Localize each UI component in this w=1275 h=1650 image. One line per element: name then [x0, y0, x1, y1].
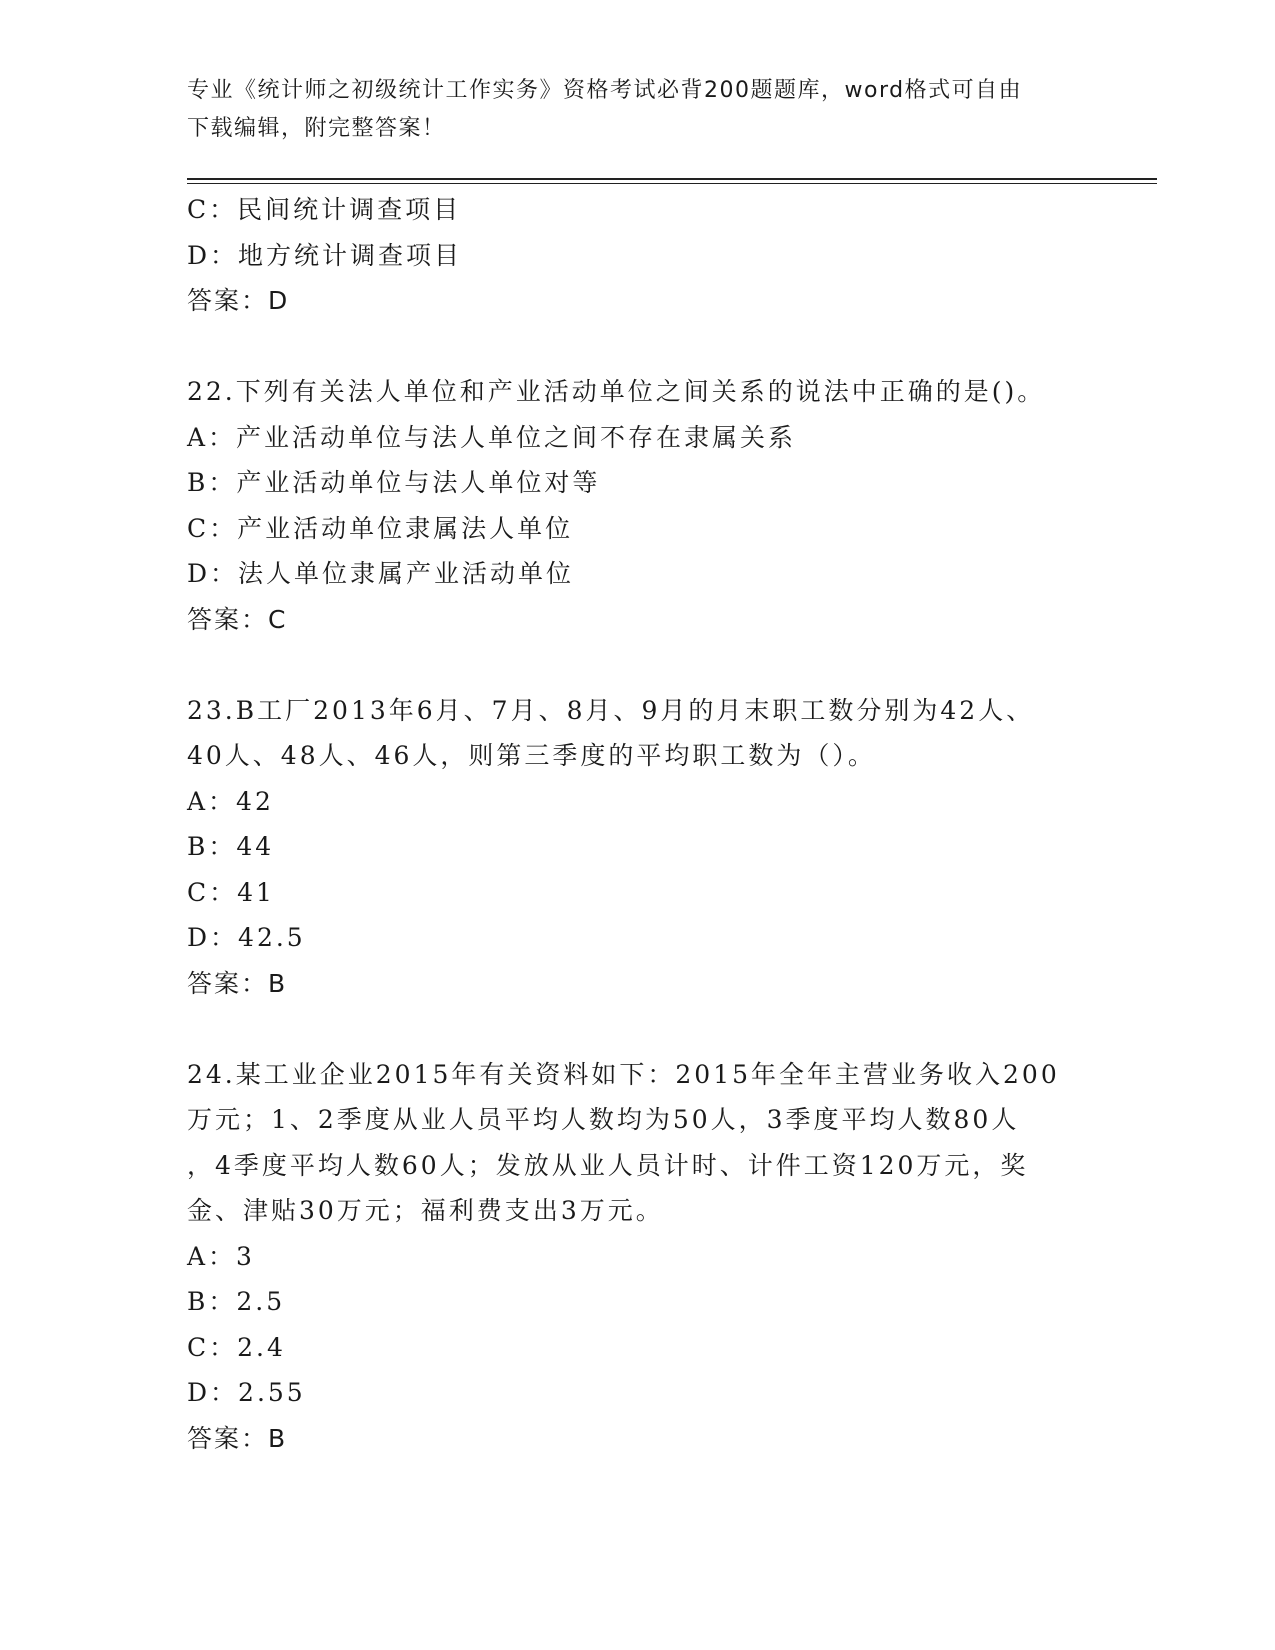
answer-line: 答案：B	[187, 1423, 288, 1453]
question-stem: 40人、48人、46人，则第三季度的平均职工数为（）。	[187, 741, 876, 770]
option-a: A：3	[187, 1241, 255, 1271]
answer-line: 答案：D	[187, 286, 290, 315]
answer-line: 答案：B	[187, 968, 288, 998]
option-c: C：2.4	[187, 1332, 286, 1362]
question-list	[187, 187, 1087, 1461]
question-stem: 23.B工厂2013年6月、7月、8月、9月的月末职工数分别为42人、	[187, 695, 1035, 725]
question-stem: 金、津贴30万元；福利费支出3万元。	[187, 1196, 664, 1225]
header-line-2: 下载编辑，附完整答案！	[187, 116, 446, 141]
question-24	[187, 1052, 1087, 1462]
option-d: D：法人单位隶属产业活动单位	[187, 559, 575, 588]
previous-question-tail	[187, 187, 1087, 324]
option-b: B：产业活动单位与法人单位对等	[187, 468, 601, 497]
answer-line: 答案：C	[187, 604, 288, 634]
header-divider-thin	[187, 183, 1157, 184]
option-b: B：2.5	[187, 1287, 286, 1316]
option-b: B：44	[187, 832, 275, 861]
header-divider-thick	[187, 178, 1157, 180]
question-stem: 万元；1、2季度从业人员平均人数均为50人，3季度平均人数80人	[187, 1105, 1020, 1134]
document-header	[187, 72, 1087, 148]
spacer	[187, 642, 1087, 688]
spacer	[187, 1006, 1087, 1052]
option-a: A：42	[187, 786, 274, 816]
question-22	[187, 369, 1087, 642]
question-23	[187, 688, 1087, 1007]
option-a: A：产业活动单位与法人单位之间不存在隶属关系	[187, 422, 797, 452]
question-stem: 22.下列有关法人单位和产业活动单位之间关系的说法中正确的是()。	[187, 377, 1046, 406]
question-stem: ，4季度平均人数60人；发放从业人员计时、计件工资120万元，奖	[187, 1150, 1029, 1180]
option-c: C：民间统计调查项目	[187, 195, 462, 224]
spacer	[187, 324, 1087, 370]
option-d: D：42.5	[187, 923, 306, 952]
option-c: C：产业活动单位隶属法人单位	[187, 513, 574, 543]
header-line-1: 专业《统计师之初级统计工作实务》资格考试必背200题题库，word格式可自由	[187, 78, 1023, 103]
question-stem: 24.某工业企业2015年有关资料如下：2015年全年主营业务收入200	[187, 1059, 1060, 1089]
option-c: C：41	[187, 877, 275, 907]
option-d: D：2.55	[187, 1378, 306, 1407]
option-d: D：地方统计调查项目	[187, 240, 463, 270]
